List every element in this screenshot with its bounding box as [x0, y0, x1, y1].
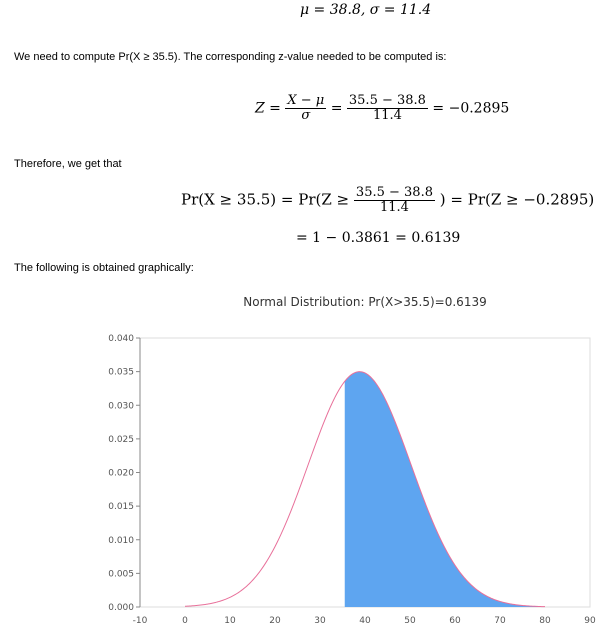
therefore-text: Therefore, we get that [14, 158, 122, 170]
x-axis-ticks [133, 616, 596, 626]
graph-intro-text: The following is obtained graphically: [14, 262, 194, 274]
x-tick-label: -10 [132, 616, 148, 626]
z-eq: = [330, 100, 343, 117]
x-tick-label: 50 [404, 616, 416, 626]
y-tick-label: 0.025 [108, 434, 134, 445]
y-tick-label: 0.020 [108, 468, 134, 479]
parameters-line: μ = 38.8, σ = 11.4 [300, 2, 432, 18]
z-frac-denominator: σ [301, 108, 311, 123]
x-tick-label: 10 [224, 616, 236, 626]
x-tick-label: 70 [494, 616, 506, 626]
prob-left: Pr(X ≥ 35.5) = Pr(Z ≥ [181, 190, 350, 209]
z-lhs: Z = [255, 100, 281, 117]
z-fraction-symbolic [285, 94, 326, 123]
y-axis-ticks [108, 334, 140, 613]
prob-frac-numerator: 35.5 − 38.8 [355, 185, 433, 200]
z-frac2-numerator: 35.5 − 38.8 [348, 93, 426, 108]
intro-text: We need to compute Pr(X ≥ 35.5). The corresponding z-value needed to be computed is: [14, 51, 447, 63]
x-tick-label: 0 [182, 616, 188, 626]
z-frac-numerator: X − μ [287, 93, 325, 108]
x-tick-label: 80 [539, 616, 551, 626]
y-tick-label: 0.040 [108, 334, 134, 344]
y-tick-label: 0.005 [108, 569, 134, 580]
y-tick-label: 0.030 [108, 401, 134, 412]
x-tick-label: 20 [269, 616, 281, 626]
x-tick-label: 30 [314, 616, 326, 626]
z-formula [255, 94, 509, 123]
chart-title: Normal Distribution: Pr(X>35.5)=0.6139 [243, 295, 487, 309]
x-tick-label: 40 [359, 616, 371, 626]
probability-line-1 [181, 186, 594, 215]
prob-frac-denominator: 11.4 [379, 200, 409, 215]
normal-distribution-chart [95, 288, 605, 628]
y-tick-label: 0.000 [108, 603, 134, 613]
y-tick-label: 0.010 [108, 535, 134, 546]
y-tick-label: 0.035 [108, 367, 134, 378]
prob-fraction [354, 186, 435, 215]
shaded-area [345, 372, 545, 607]
z-frac2-denominator: 11.4 [372, 108, 402, 123]
x-tick-label: 60 [449, 616, 461, 626]
probability-line-2: = 1 − 0.3861 = 0.6139 [296, 230, 461, 246]
prob-right: ) = Pr(Z ≥ −0.2895) [439, 190, 595, 209]
y-tick-label: 0.015 [108, 502, 134, 513]
z-fraction-numeric [347, 94, 428, 123]
x-tick-label: 90 [584, 616, 596, 626]
z-result: = −0.2895 [432, 100, 510, 117]
